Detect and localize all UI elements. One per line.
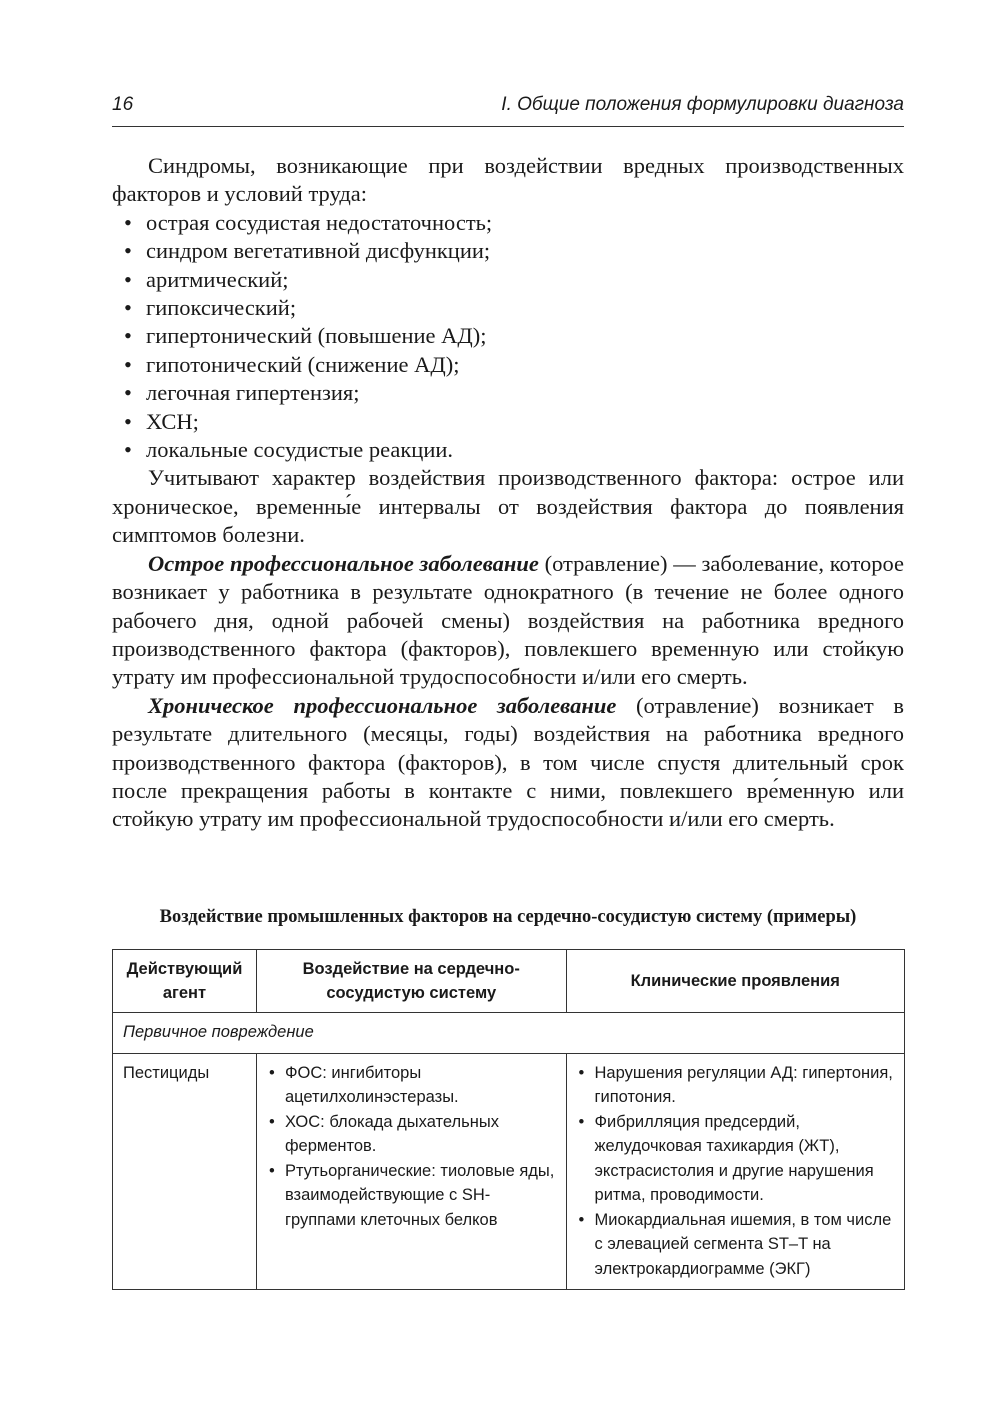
list-item: • аритмический; bbox=[146, 266, 904, 294]
agent-cell: Пестициды bbox=[113, 1053, 257, 1290]
list-item: • синдром вегетативной дисфункции; bbox=[146, 237, 904, 265]
definition-chronic: (отравление) возникает в результате длительного (месяцы, годы) воздействия на работника вредного производственного фактора (факторов), в том числе спустя длительный срок после прекращения работы в контакте с ними, повлекшего вре́менную или стойкую утрату им профессиональной трудоспособности и/или его смерть. bbox=[112, 692, 904, 832]
paragraph-account: Учитывают характер воздействия производственного фактора: острое или хроническое, временны́е интервалы от воздействия фактора до появления симптомов болезни. bbox=[112, 465, 904, 548]
table-caption: Воздействие промышленных факторов на сердечно-сосудистую систему (примеры) bbox=[159, 907, 857, 927]
running-header bbox=[112, 94, 904, 120]
column-header-agent: Действующий агент bbox=[113, 950, 257, 1013]
effect-cell bbox=[256, 1053, 566, 1290]
term-acute: Острое профессиональное заболевание bbox=[148, 550, 539, 576]
term-chronic: Хроническое профессиональное заболевание bbox=[148, 692, 617, 718]
column-header-manifestations: Клинические проявления bbox=[566, 950, 904, 1013]
list-item: • ФОС: ингибиторы ацетилхолинэстеразы. bbox=[285, 1061, 556, 1110]
manifestations-list bbox=[577, 1061, 894, 1282]
manifestations-cell bbox=[566, 1053, 904, 1290]
list-item: • гипотонический (снижение АД); bbox=[146, 351, 904, 379]
list-item: • Фибрилляция предсердий, желудочковая тахикардия (ЖТ), экстрасистолия и другие нарушения ритма, проводимости. bbox=[595, 1110, 894, 1208]
header-divider bbox=[112, 126, 904, 127]
list-item: • легочная гипертензия; bbox=[146, 379, 904, 407]
paragraph-acute bbox=[112, 550, 904, 692]
effect-list bbox=[267, 1061, 556, 1233]
section-label: Первичное повреждение bbox=[113, 1013, 905, 1054]
list-item: • Ртутьорганические: тиоловые яды, взаимодействующие с SH-группами клеточных белков bbox=[285, 1159, 556, 1233]
running-title: I. Общие положения формулировки диагноза bbox=[501, 94, 904, 115]
table-header-row bbox=[113, 950, 905, 1013]
syndromes-intro: Синдромы, возникающие при воздействии вредных производственных факторов и условий труда: bbox=[112, 153, 904, 207]
table-section-row bbox=[113, 1013, 905, 1054]
paragraph-chronic bbox=[112, 692, 904, 834]
list-item: • гипертонический (повышение АД); bbox=[146, 322, 904, 350]
definition-acute: (отравление) — заболевание, которое возникает у работника в результате однократного (в течение не более одного рабочего дня, одной рабочей смены) воздействия на работника вредного производственного фактора (факторов), повлекшего временную или стойкую утрату им профессиональной трудоспособности и/или его смерть. bbox=[112, 550, 904, 690]
list-item: • ХОС: блокада дыхательных ферментов. bbox=[285, 1110, 556, 1159]
list-item: • Миокардиальная ишемия, в том числе с элевацией сегмента ST–T на электрокардиограмме (ЭКГ) bbox=[595, 1208, 894, 1282]
list-item: • гипоксический; bbox=[146, 294, 904, 322]
list-item: • локальные сосудистые реакции. bbox=[146, 436, 904, 464]
body-text bbox=[112, 152, 904, 834]
list-item: • Нарушения регуляции АД: гипертония, гипотония. bbox=[595, 1061, 894, 1110]
list-item: • острая сосудистая недостаточность; bbox=[146, 209, 904, 237]
table-row bbox=[113, 1053, 905, 1290]
syndromes-list bbox=[112, 209, 904, 465]
column-header-effect: Воздействие на сердечно-сосудистую систему bbox=[256, 950, 566, 1013]
industrial-factors-table bbox=[112, 949, 905, 1290]
list-item: • ХСН; bbox=[146, 408, 904, 436]
page-number: 16 bbox=[112, 94, 134, 115]
